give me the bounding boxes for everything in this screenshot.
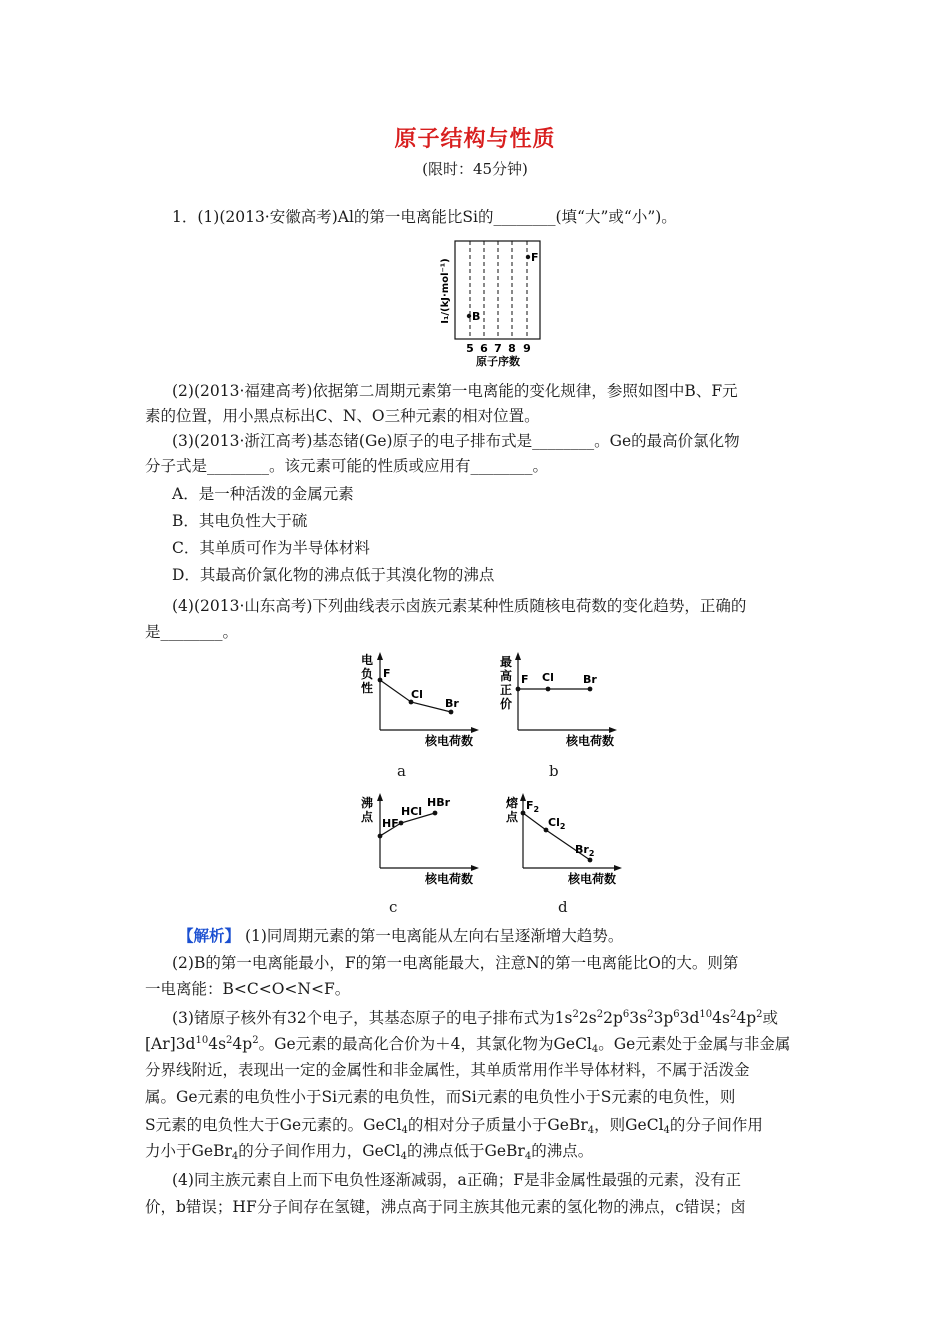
analysis-p2-line-1: (2)B的第一电离能最小，F的第一电离能最大，注意N的第一电离能比O的大。则第 [172,954,739,972]
graph-a-xlabel: 核电荷数 [425,734,474,748]
question-1-part-4-line-2: 是________。 [145,623,239,641]
question-1-part-3-line-2: 分子式是________。该元素可能的性质或应用有________。 [145,457,549,475]
graph-c-point-hbr: HBr [427,796,451,809]
graph-b [498,652,628,752]
analysis-p3-line-3: 分界线附近，表现出一定的金属性和非金属性，其单质常用作半导体材料，不属于活泼金 [145,1061,750,1079]
question-1-part-4-line-1: (4)(2013·山东高考)下列曲线表示卤族元素某种性质随核电荷数的变化趋势，正确的 [172,597,747,615]
tick-8: 8 [508,342,516,355]
graph-c-ylabel-1: 沸 [361,796,374,810]
graph-d-sub-2: 2 [559,822,566,831]
graph-c-point-hf: HF [382,817,399,830]
graph-b-point-cl: Cl [542,671,554,684]
graph-a-ylabel-3: 性 [361,681,374,695]
svg-text:F2 [526,799,539,814]
analysis-p2-line-2: 一电离能：B<C<O<N<F。 [145,980,351,998]
graph-b-ylabel-4: 价 [500,697,513,711]
graph-d-sub-1: 2 [533,805,540,814]
analysis-p3-line-1: (3)锗原子核外有32个电子，其基态原子的电子排布式为$1s^22s^22p^63s^23p^63d^{10}4s^24p^2$或 [172,1009,779,1027]
analysis-p3-line-6: 力小于GeBr$_4$的分子间作用力，GeCl$_4$的沸点低于GeBr$_4$的沸点。 [145,1142,594,1162]
graph-b-caption: b [549,762,559,780]
tick-6: 6 [480,342,488,355]
analysis-paragraph-1 [178,926,838,946]
analysis-p4-line-1: (4)同主族元素自上而下电负性逐渐减弱，a正确；F是非金属性最强的元素，没有正 [172,1171,741,1189]
graph-c [355,793,485,893]
graph-d-ylabel-1: 熔 [506,796,519,810]
graph-b-ylabel-2: 高 [500,669,513,683]
graph-d-sub-3: 2 [588,849,595,858]
graph-a-point-br: Br [445,697,459,710]
graph-d-point-br2: Br [575,843,589,856]
analysis-tag: 【解析】 [178,927,241,945]
graph-a-ylabel-2: 负 [361,667,374,681]
analysis-p3-line-4: 属。Ge元素的电负性小于Si元素的电负性，而Si元素的电负性小于S元素的电负性，则 [145,1088,736,1106]
question-1-part-2-line-1: (2)(2013·福建高考)依据第二周期元素第一电离能的变化规律，参照如图中B、F元 [172,382,738,400]
graph-c-ylabel-2: 点 [361,810,374,824]
graph-d-xlabel: 核电荷数 [568,872,617,886]
question-1-part-1: 1．(1)(2013·安徽高考)Al的第一电离能比Si的________(填“大”或“小”)。 [172,208,677,226]
time-limit: (限时：45分钟) [422,160,528,178]
ionization-energy-figure [428,235,548,368]
graph-d-point-f2: F [526,799,534,812]
analysis-p1-text: (1)同周期元素的第一电离能从左向右呈逐渐增大趋势。 [240,927,624,945]
graph-a-point-cl: Cl [411,688,423,701]
svg-text:Br2 [575,843,594,858]
point-f [526,255,530,259]
tick-5: 5 [466,342,474,355]
tick-7: 7 [494,342,502,355]
graph-c-xlabel: 核电荷数 [425,872,474,886]
graph-d-caption: d [558,898,568,916]
option-b: B．其电负性大于硫 [172,512,308,530]
page-title: 原子结构与性质 [394,127,556,152]
question-1-part-2-line-2: 素的位置，用小黑点标出C、N、O三种元素的相对位置。 [145,407,540,425]
graph-d-point-cl2: Cl [548,816,560,829]
graph-a-caption: a [397,762,406,780]
graph-c-caption: c [389,898,398,916]
x-axis-label: 原子序数 [476,355,520,368]
analysis-p3-line-5: S元素的电负性大于Ge元素的。GeCl$_4$的相对分子质量小于GeBr$_4$，则GeCl$_4$的分子间作用 [145,1116,763,1136]
svg-text:Cl2 [548,816,565,831]
analysis-p3-line-2: $[Ar]3d^{10}4s^24p^2$。Ge元素的最高化合价为＋4，其氯化物为GeCl$_4$。Ge元素处于金属与非金属 [145,1035,791,1055]
graph-c-point-hcl: HCl [401,805,423,818]
label-f: F [531,251,539,264]
analysis-p4-line-2: 价，b错误；HF分子间存在氢键，沸点高于同主族其他元素的氢化物的沸点，c错误；卤 [145,1198,746,1216]
graph-d [498,793,628,893]
graph-b-point-f: F [521,673,529,686]
label-b: B [472,310,481,323]
graph-a-ylabel-1: 电 [361,653,374,667]
graph-d-ylabel-2: 点 [506,810,519,824]
graph-b-point-br: Br [583,673,597,686]
graph-b-ylabel-1: 最 [500,655,513,669]
tick-9: 9 [523,342,531,355]
point-b [467,314,471,318]
option-d: D．其最高价氯化物的沸点低于其溴化物的沸点 [172,566,495,584]
question-1-part-3-line-1: (3)(2013·浙江高考)基态锗(Ge)原子的电子排布式是________。Ge的最高价氯化物 [172,432,740,450]
graph-a-point-f: F [383,667,391,680]
graph-b-xlabel: 核电荷数 [566,734,615,748]
y-axis-label: I₁/(kJ·mol⁻¹) [440,258,451,324]
option-a: A．是一种活泼的金属元素 [172,485,354,503]
graph-a [355,652,485,752]
option-c: C．其单质可作为半导体材料 [172,539,370,557]
graph-b-ylabel-3: 正 [500,683,513,697]
